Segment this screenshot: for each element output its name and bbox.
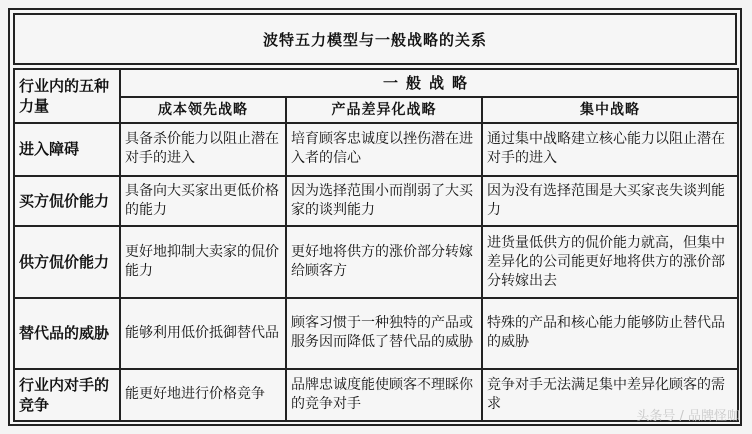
table-row	[14, 298, 738, 368]
table-row	[14, 369, 738, 421]
table-cell: 更好地将供方的涨价部分转嫁给顾客方	[286, 226, 482, 298]
column-header-cost-leadership: 成本领先战略	[120, 97, 286, 123]
table-cell: 能更好地进行价格竞争	[120, 369, 286, 421]
table-cell: 具备向大买家出更低价格的能力	[120, 176, 286, 226]
table-row	[14, 176, 738, 226]
table-cell: 因为没有选择范围是大买家丧失谈判能力	[482, 176, 738, 226]
table-cell: 顾客习惯于一种独特的产品或服务因而降低了替代品的威胁	[286, 298, 482, 368]
table-frame	[8, 8, 742, 426]
table-cell: 特殊的产品和核心能力能够防止替代品的威胁	[482, 298, 738, 368]
table-cell: 通过集中战略建立核心能力以阻止潜在对手的进入	[482, 123, 738, 175]
table-title: 波特五力模型与一般战略的关系	[13, 13, 737, 65]
row-header: 买方侃价能力	[14, 176, 120, 226]
table-cell: 具备杀价能力以阻止潜在对手的进入	[120, 123, 286, 175]
strategy-table	[13, 68, 739, 422]
watermark: 头条号 / 品牌怪咖	[636, 409, 740, 424]
table-cell: 因为选择范围小而削弱了大买家的谈判能力	[286, 176, 482, 226]
table-cell: 能够利用低价抵御替代品	[120, 298, 286, 368]
row-header: 供方侃价能力	[14, 226, 120, 298]
table-row	[14, 123, 738, 175]
corner-header: 行业内的五种力量	[14, 69, 120, 123]
column-header-focus: 集中战略	[482, 97, 738, 123]
table-cell: 更好地抑制大卖家的侃价能力	[120, 226, 286, 298]
row-header: 行业内对手的竞争	[14, 369, 120, 421]
group-header: 一般战略	[120, 69, 738, 97]
table-cell: 培育顾客忠诚度以挫伤潜在进入者的信心	[286, 123, 482, 175]
row-header: 进入障碍	[14, 123, 120, 175]
table-row	[14, 226, 738, 298]
row-header: 替代品的威胁	[14, 298, 120, 368]
table-cell: 竞争对手无法满足集中差异化顾客的需求	[482, 369, 738, 421]
table-cell: 品牌忠诚度能使顾客不理睬你的竞争对手	[286, 369, 482, 421]
column-header-differentiation: 产品差异化战略	[286, 97, 482, 123]
table-cell: 进货量低供方的侃价能力就高，但集中差异化的公司能更好地将供方的涨价部分转嫁出去	[482, 226, 738, 298]
